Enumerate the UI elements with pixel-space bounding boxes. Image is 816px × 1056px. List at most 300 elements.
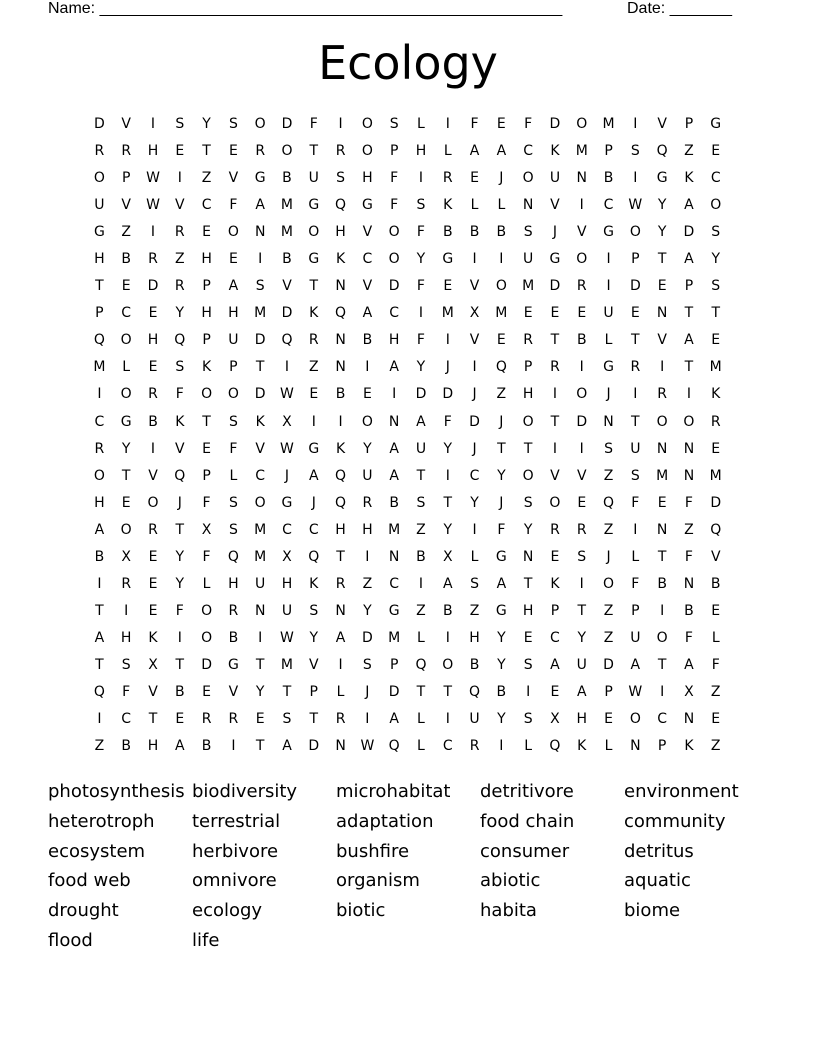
grid-letter: O	[522, 170, 534, 187]
grid-letter: T	[202, 413, 211, 430]
grid-letter: L	[336, 683, 345, 700]
grid-letter: E	[496, 116, 506, 132]
grid-letter: K	[309, 575, 319, 592]
grid-letter: Z	[94, 738, 105, 755]
grid-letter: F	[684, 548, 693, 565]
grid-letter: S	[523, 656, 533, 673]
grid-letter: E	[604, 711, 613, 728]
grid-letter: R	[228, 602, 239, 619]
grid-letter: E	[228, 251, 238, 268]
grid-letter: I	[633, 521, 638, 538]
grid-letter: B	[442, 224, 453, 241]
grid-letter: T	[550, 332, 560, 349]
grid-letter: V	[228, 683, 239, 700]
grid-letter: Q	[549, 738, 561, 755]
grid-letter: I	[177, 170, 182, 187]
grid-letter: N	[335, 332, 346, 349]
grid-letter: A	[684, 251, 694, 268]
grid-letter: P	[389, 656, 399, 673]
grid-letter: N	[335, 602, 346, 619]
grid-letter: I	[606, 278, 611, 295]
grid-letter: K	[148, 629, 158, 646]
grid-letter: Z	[201, 170, 212, 187]
grid-letter: O	[656, 413, 668, 430]
grid-letter: E	[175, 711, 185, 728]
grid-letter: G	[549, 251, 561, 268]
grid-letter: E	[443, 278, 453, 295]
grid-letter: H	[415, 143, 427, 160]
grid-letter: F	[443, 413, 452, 430]
word-list-item: heterotroph	[48, 810, 155, 832]
grid-letter: M	[388, 629, 401, 646]
grid-letter: C	[469, 467, 480, 484]
grid-letter: O	[201, 386, 213, 403]
grid-letter: A	[416, 413, 426, 430]
grid-letter: D	[281, 305, 293, 322]
grid-letter: T	[309, 711, 319, 728]
grid-letter: X	[469, 305, 480, 322]
grid-letter: N	[335, 738, 346, 755]
grid-letter: D	[683, 224, 695, 241]
grid-letter: P	[604, 683, 613, 700]
grid-letter: U	[549, 170, 561, 187]
grid-letter: V	[175, 197, 185, 214]
grid-letter: O	[388, 224, 400, 241]
word-list-item: drought	[48, 900, 119, 922]
grid-letter: A	[308, 467, 319, 484]
grid-letter: S	[175, 116, 185, 132]
grid-letter: R	[710, 413, 721, 430]
grid-letter: S	[228, 413, 238, 430]
grid-letter: F	[390, 197, 399, 214]
grid-letter: F	[684, 629, 693, 646]
grid-letter: H	[94, 251, 105, 268]
grid-letter: T	[255, 359, 265, 376]
word-list-item: biodiversity	[192, 781, 298, 802]
grid-letter: Q	[388, 738, 400, 755]
grid-letter: H	[576, 711, 587, 728]
word-list-item: habita	[480, 900, 537, 922]
grid-letter: V	[576, 224, 587, 241]
grid-letter: F	[684, 494, 693, 511]
grid-letter: T	[657, 656, 667, 673]
grid-letter: L	[443, 143, 452, 160]
grid-letter: O	[549, 494, 561, 511]
grid-letter: L	[497, 197, 506, 214]
grid-letter: I	[472, 521, 477, 538]
grid-letter: N	[630, 738, 641, 755]
grid-letter: A	[630, 656, 641, 673]
grid-letter: Q	[335, 305, 347, 322]
grid-letter: P	[202, 332, 211, 349]
grid-letter: C	[201, 197, 212, 214]
grid-letter: Y	[523, 521, 533, 538]
grid-letter: V	[121, 197, 131, 214]
grid-letter: M	[522, 278, 535, 295]
grid-letter: P	[95, 305, 104, 322]
grid-letter: J	[177, 494, 182, 511]
grid-letter: S	[711, 278, 721, 295]
grid-letter: L	[631, 548, 640, 565]
grid-letter: V	[657, 116, 667, 132]
grid-letter: Y	[497, 711, 506, 728]
grid-letter: I	[418, 305, 424, 322]
grid-letter: S	[470, 575, 479, 592]
date-field-label: Date: _______	[627, 0, 732, 17]
grid-letter: Z	[416, 521, 426, 538]
grid-letter: T	[443, 494, 453, 511]
grid-letter: T	[711, 305, 720, 322]
grid-letter: N	[683, 440, 695, 457]
grid-letter: A	[389, 359, 399, 376]
grid-letter: B	[282, 251, 292, 268]
grid-letter: B	[442, 602, 453, 619]
grid-letter: W	[146, 170, 160, 187]
grid-letter: L	[711, 629, 720, 646]
grid-letter: Y	[416, 359, 426, 376]
grid-letter: S	[416, 197, 426, 214]
grid-letter: M	[709, 467, 722, 484]
grid-letter: Z	[684, 521, 694, 538]
grid-letter: A	[550, 656, 560, 673]
grid-letter: B	[416, 548, 426, 565]
grid-letter: H	[362, 521, 373, 538]
word-list-item: life	[192, 929, 220, 951]
grid-letter: O	[522, 413, 534, 430]
grid-letter: D	[361, 629, 373, 646]
grid-letter: A	[576, 683, 587, 700]
grid-letter: K	[550, 143, 560, 160]
grid-letter: D	[254, 332, 266, 349]
grid-letter: S	[630, 467, 640, 484]
grid-letter: R	[255, 143, 266, 160]
grid-letter: C	[362, 251, 373, 268]
grid-letter: O	[147, 494, 159, 511]
grid-letter: K	[711, 386, 721, 403]
grid-letter: Q	[710, 521, 722, 538]
grid-letter: G	[93, 224, 105, 241]
grid-letter: R	[174, 224, 185, 241]
grid-letter: E	[711, 711, 721, 728]
grid-letter: R	[335, 575, 346, 592]
grid-letter: K	[684, 170, 694, 187]
grid-letter: O	[522, 467, 534, 484]
grid-letter: N	[656, 440, 668, 457]
grid-letter: I	[660, 602, 665, 619]
grid-letter: D	[442, 386, 454, 403]
grid-letter: N	[683, 575, 695, 592]
grid-letter: G	[656, 170, 668, 187]
grid-letter: V	[362, 224, 373, 241]
grid-letter: H	[147, 332, 159, 349]
word-list-item: environment	[624, 781, 739, 802]
grid-letter: T	[255, 738, 265, 755]
grid-letter: O	[629, 711, 641, 728]
grid-letter: E	[148, 575, 158, 592]
grid-letter: Y	[309, 629, 319, 646]
grid-letter: I	[338, 413, 343, 430]
grid-letter: A	[469, 143, 480, 160]
grid-letter: O	[281, 143, 293, 160]
grid-letter: H	[522, 602, 534, 619]
grid-letter: E	[121, 494, 131, 511]
grid-letter: Y	[657, 224, 667, 241]
grid-letter: I	[445, 467, 450, 484]
grid-letter: A	[684, 332, 694, 349]
grid-letter: F	[122, 683, 131, 700]
word-list-item: consumer	[480, 840, 570, 862]
grid-letter: Q	[93, 683, 105, 700]
grid-letter: O	[388, 251, 400, 268]
grid-letter: B	[684, 602, 694, 619]
grid-letter: P	[684, 116, 694, 132]
grid-letter: Q	[469, 683, 481, 700]
grid-letter: S	[309, 602, 319, 619]
grid-letter: T	[255, 656, 265, 673]
grid-letter: K	[684, 738, 694, 755]
grid-letter: G	[308, 440, 320, 457]
grid-letter: G	[495, 602, 507, 619]
grid-letter: E	[711, 440, 721, 457]
grid-letter: I	[97, 575, 102, 592]
grid-letter: O	[576, 116, 588, 132]
grid-letter: P	[202, 467, 211, 484]
grid-letter: L	[229, 467, 238, 484]
grid-letter: R	[228, 711, 239, 728]
grid-letter: W	[628, 197, 643, 214]
grid-letter: D	[415, 386, 427, 403]
grid-letter: W	[360, 738, 375, 755]
grid-letter: A	[94, 521, 105, 538]
grid-letter: D	[710, 494, 722, 511]
grid-letter: A	[496, 575, 507, 592]
grid-letter: K	[550, 575, 560, 592]
grid-letter: N	[656, 305, 668, 322]
grid-letter: O	[629, 224, 641, 241]
grid-letter: U	[630, 440, 641, 457]
grid-letter: M	[656, 467, 669, 484]
grid-letter: O	[576, 251, 588, 268]
page-title: Ecology	[318, 36, 498, 90]
grid-letter: R	[550, 359, 560, 376]
grid-letter: Y	[363, 440, 372, 457]
grid-letter: E	[657, 278, 667, 295]
grid-letter: X	[201, 521, 212, 538]
grid-letter: N	[683, 711, 695, 728]
grid-letter: B	[121, 738, 131, 755]
grid-letter: E	[309, 386, 319, 403]
grid-letter: H	[388, 332, 400, 349]
grid-letter: D	[388, 683, 400, 700]
grid-letter: Z	[710, 683, 721, 700]
word-list-item: terrestrial	[192, 810, 281, 832]
grid-letter: P	[631, 251, 640, 268]
grid-letter: L	[470, 197, 479, 214]
grid-letter: O	[308, 224, 320, 241]
grid-letter: S	[336, 170, 346, 187]
grid-letter: K	[175, 413, 185, 430]
grid-letter: R	[362, 494, 373, 511]
grid-letter: F	[175, 602, 184, 619]
grid-letter: H	[228, 305, 239, 322]
grid-letter: F	[524, 116, 533, 132]
grid-letter: V	[657, 332, 667, 349]
grid-letter: R	[148, 251, 158, 268]
grid-letter: Q	[335, 494, 347, 511]
grid-letter: I	[579, 575, 584, 592]
grid-letter: S	[711, 224, 721, 241]
grid-letter: Y	[416, 251, 426, 268]
grid-letter: I	[258, 629, 263, 646]
grid-letter: M	[495, 305, 508, 322]
grid-letter: G	[308, 197, 320, 214]
grid-letter: T	[497, 440, 506, 457]
grid-letter: F	[175, 386, 184, 403]
grid-letter: D	[94, 116, 105, 132]
grid-letter: U	[415, 440, 427, 457]
grid-letter: K	[201, 359, 212, 376]
grid-letter: A	[684, 656, 694, 673]
grid-letter: I	[633, 386, 638, 403]
grid-letter: V	[308, 656, 319, 673]
grid-letter: A	[442, 575, 453, 592]
grid-letter: X	[550, 711, 560, 728]
word-list-item: omnivore	[192, 870, 277, 892]
grid-letter: N	[522, 548, 534, 565]
grid-letter: R	[201, 711, 212, 728]
grid-letter: H	[362, 170, 373, 187]
grid-letter: I	[338, 656, 343, 673]
grid-letter: B	[335, 386, 346, 403]
grid-letter: S	[282, 711, 292, 728]
grid-letter: O	[120, 386, 132, 403]
grid-letter: H	[335, 224, 346, 241]
grid-letter: N	[388, 548, 400, 565]
grid-letter: G	[120, 413, 132, 430]
grid-letter: K	[443, 197, 453, 214]
grid-letter: B	[710, 575, 721, 592]
grid-letter: I	[633, 170, 638, 187]
grid-letter: A	[228, 278, 239, 295]
grid-letter: E	[630, 305, 640, 322]
grid-letter: N	[683, 467, 695, 484]
grid-letter: B	[94, 548, 105, 565]
grid-letter: J	[499, 494, 504, 511]
grid-letter: T	[282, 683, 292, 700]
grid-letter: R	[523, 332, 534, 349]
grid-letter: X	[684, 683, 694, 700]
grid-letter: E	[550, 683, 560, 700]
grid-letter: B	[148, 413, 158, 430]
grid-letter: E	[470, 170, 479, 187]
grid-letter: M	[280, 656, 294, 673]
word-list-item: microhabitat	[336, 781, 451, 802]
grid-letter: B	[657, 575, 667, 592]
grid-letter: W	[146, 197, 160, 214]
grid-letter: O	[656, 629, 668, 646]
grid-letter: I	[472, 251, 477, 268]
grid-letter: I	[552, 440, 558, 457]
grid-letter: E	[711, 602, 721, 619]
grid-letter: R	[469, 738, 480, 755]
grid-letter: T	[95, 602, 104, 619]
grid-letter: P	[657, 738, 667, 755]
grid-letter: E	[148, 359, 158, 376]
grid-letter: P	[309, 683, 318, 700]
grid-letter: R	[148, 521, 158, 538]
grid-letter: S	[255, 278, 265, 295]
grid-letter: T	[95, 656, 104, 673]
grid-letter: I	[97, 386, 102, 403]
grid-letter: Y	[255, 683, 265, 700]
grid-letter: R	[94, 143, 105, 160]
grid-letter: N	[254, 602, 266, 619]
grid-letter: Y	[443, 521, 453, 538]
grid-letter: B	[282, 170, 292, 187]
grid-letter: X	[442, 548, 453, 565]
grid-letter: O	[361, 116, 373, 132]
grid-letter: J	[472, 386, 477, 403]
grid-letter: I	[177, 629, 182, 646]
grid-letter: I	[579, 440, 584, 457]
grid-letter: D	[147, 278, 159, 295]
grid-letter: T	[684, 305, 694, 322]
grid-letter: P	[631, 602, 640, 619]
grid-letter: R	[335, 143, 346, 160]
grid-letter: V	[550, 197, 560, 214]
grid-letter: X	[121, 548, 131, 565]
grid-letter: Z	[603, 602, 614, 619]
word-list-item: herbivore	[192, 840, 279, 862]
grid-letter: L	[417, 738, 425, 755]
grid-letter: M	[254, 305, 267, 322]
grid-letter: N	[388, 413, 400, 430]
word-list-item: biome	[624, 900, 681, 922]
grid-letter: K	[577, 738, 587, 755]
grid-letter: N	[335, 359, 346, 376]
grid-letter: J	[284, 467, 290, 484]
grid-letter: Q	[308, 548, 320, 565]
grid-letter: V	[121, 116, 131, 132]
grid-letter: U	[255, 575, 266, 592]
grid-letter: Z	[362, 575, 373, 592]
grid-letter: Z	[603, 521, 614, 538]
grid-letter: F	[390, 170, 399, 187]
grid-letter: L	[202, 575, 211, 592]
grid-letter: T	[175, 521, 185, 538]
grid-letter: V	[710, 548, 721, 565]
grid-letter: H	[147, 143, 159, 160]
grid-letter: Q	[495, 359, 507, 376]
grid-letter: V	[469, 332, 480, 349]
grid-letter: X	[282, 548, 292, 565]
grid-letter: V	[576, 467, 587, 484]
grid-letter: I	[124, 602, 129, 619]
grid-letter: S	[523, 494, 533, 511]
grid-letter: R	[335, 711, 346, 728]
grid-letter: P	[121, 170, 131, 187]
grid-letter: N	[522, 197, 534, 214]
grid-letter: E	[202, 683, 212, 700]
grid-letter: Z	[603, 629, 614, 646]
grid-letter: I	[606, 251, 611, 268]
grid-letter: C	[442, 738, 453, 755]
grid-letter: C	[121, 711, 132, 728]
grid-letter: P	[523, 359, 533, 376]
grid-letter: I	[150, 440, 156, 457]
grid-letter: E	[202, 440, 212, 457]
grid-letter: L	[470, 548, 479, 565]
